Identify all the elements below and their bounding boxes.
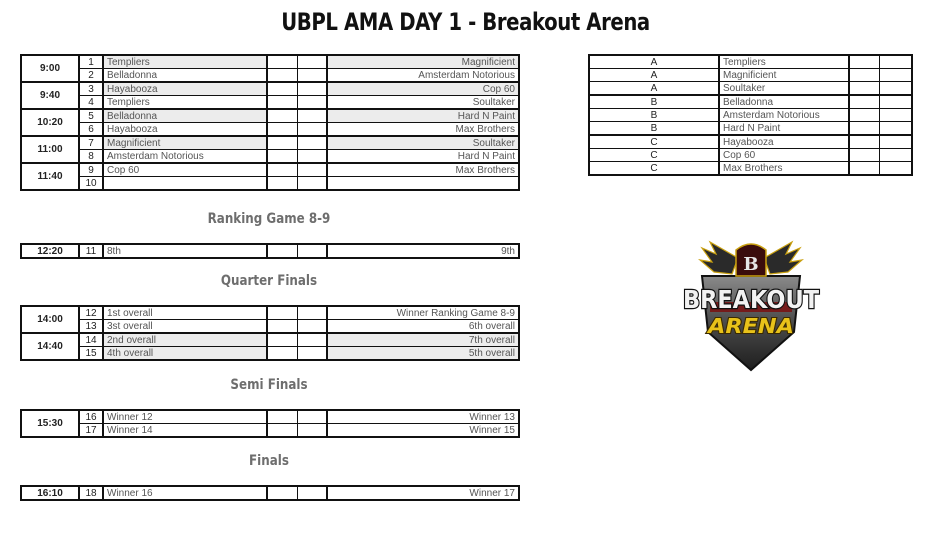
finals-table [20, 485, 520, 501]
group-stat [849, 69, 879, 82]
time-cell: 14:00 [21, 306, 79, 333]
home-score [267, 55, 297, 69]
home-team: 8th [103, 244, 267, 258]
breakout-arena-logo [680, 236, 822, 374]
ranking-heading: Ranking Game 8-9 [207, 211, 331, 227]
time-cell: 11:00 [21, 136, 79, 163]
home-team: Winner 14 [103, 424, 267, 438]
group-stat [849, 109, 879, 122]
home-team: 3st overall [103, 320, 267, 334]
quarter-heading: Quarter Finals [220, 273, 318, 289]
home-score [267, 69, 297, 83]
away-team: Hard N Paint [327, 109, 519, 123]
group-row [589, 162, 912, 176]
away-team: Max Brothers [327, 123, 519, 137]
away-team: Winner 17 [327, 486, 519, 500]
home-team: Hayabooza [103, 82, 267, 96]
away-score [297, 136, 327, 150]
group-stat [849, 95, 879, 109]
home-team: Templiers [103, 55, 267, 69]
away-team: 6th overall [327, 320, 519, 334]
home-score [267, 150, 297, 164]
away-score [297, 163, 327, 177]
group-team: Magnificient [719, 69, 849, 82]
right-wing-icon [764, 242, 802, 274]
away-score [297, 306, 327, 320]
group-team: Soultaker [719, 82, 849, 96]
quarter-table [20, 305, 520, 361]
home-team [103, 177, 267, 191]
logo-breakout-text: BREAKOUT [683, 285, 819, 314]
group-row [589, 69, 912, 82]
match-number: 6 [79, 123, 103, 137]
away-team: Magnificient [327, 55, 519, 69]
finals-heading: Finals [249, 453, 289, 469]
away-score [297, 69, 327, 83]
away-team: Amsterdam Notorious [327, 69, 519, 83]
group-team: Cop 60 [719, 149, 849, 162]
away-score [297, 347, 327, 361]
home-team: Magnificient [103, 136, 267, 150]
home-score [267, 163, 297, 177]
away-score [297, 333, 327, 347]
away-score [297, 150, 327, 164]
semi-table [20, 409, 520, 438]
home-score [267, 136, 297, 150]
away-score [297, 320, 327, 334]
away-score [297, 109, 327, 123]
group-stat [849, 162, 879, 176]
group-letter: B [589, 109, 719, 122]
match-number: 17 [79, 424, 103, 438]
home-team: 4th overall [103, 347, 267, 361]
match-row [21, 410, 519, 424]
group-stat [879, 149, 912, 162]
match-row [21, 69, 519, 83]
match-number: 3 [79, 82, 103, 96]
away-score [297, 96, 327, 110]
away-team: Soultaker [327, 136, 519, 150]
home-score [267, 177, 297, 191]
match-row [21, 333, 519, 347]
group-stat [849, 135, 879, 149]
home-score [267, 244, 297, 258]
away-team: Winner 15 [327, 424, 519, 438]
away-score [297, 244, 327, 258]
home-team: Hayabooza [103, 123, 267, 137]
match-number: 2 [79, 69, 103, 83]
away-team: 5th overall [327, 347, 519, 361]
match-number: 12 [79, 306, 103, 320]
match-row [21, 82, 519, 96]
match-row [21, 320, 519, 334]
match-row [21, 123, 519, 137]
match-row [21, 244, 519, 258]
match-number: 14 [79, 333, 103, 347]
logo-mark: B [743, 254, 759, 275]
group-stage-table [20, 54, 520, 191]
group-letter: C [589, 135, 719, 149]
group-row [589, 55, 912, 69]
match-row [21, 96, 519, 110]
home-team: Amsterdam Notorious [103, 150, 267, 164]
group-stat [849, 55, 879, 69]
logo-arena-text: ARENA [705, 314, 794, 338]
match-row [21, 306, 519, 320]
away-score [297, 486, 327, 500]
time-cell: 11:40 [21, 163, 79, 190]
time-cell: 15:30 [21, 410, 79, 437]
group-stat [879, 55, 912, 69]
away-team: 7th overall [327, 333, 519, 347]
match-number: 4 [79, 96, 103, 110]
away-team [327, 177, 519, 191]
match-number: 5 [79, 109, 103, 123]
group-letter: C [589, 149, 719, 162]
match-number: 7 [79, 136, 103, 150]
home-score [267, 333, 297, 347]
group-row [589, 95, 912, 109]
away-score [297, 123, 327, 137]
home-score [267, 82, 297, 96]
match-number: 15 [79, 347, 103, 361]
match-number: 16 [79, 410, 103, 424]
group-row [589, 135, 912, 149]
group-team: Max Brothers [719, 162, 849, 176]
page-title: UBPL AMA DAY 1 - Breakout Arena [281, 8, 650, 36]
away-score [297, 55, 327, 69]
ranking-table [20, 243, 520, 259]
match-number: 13 [79, 320, 103, 334]
home-score [267, 347, 297, 361]
group-row [589, 82, 912, 96]
away-team: Winner Ranking Game 8-9 [327, 306, 519, 320]
match-row [21, 177, 519, 191]
group-team: Belladonna [719, 95, 849, 109]
away-score [297, 177, 327, 191]
group-stat [879, 69, 912, 82]
group-stat [879, 82, 912, 96]
group-row [589, 122, 912, 136]
group-team: Hayabooza [719, 135, 849, 149]
match-number: 1 [79, 55, 103, 69]
home-score [267, 424, 297, 438]
home-score [267, 109, 297, 123]
group-stat [879, 109, 912, 122]
match-row [21, 109, 519, 123]
match-number: 18 [79, 486, 103, 500]
away-team: Soultaker [327, 96, 519, 110]
time-cell: 16:10 [21, 486, 79, 500]
group-stat [879, 122, 912, 136]
match-number: 10 [79, 177, 103, 191]
time-cell: 10:20 [21, 109, 79, 136]
group-stat [849, 82, 879, 96]
time-cell: 14:40 [21, 333, 79, 360]
semi-heading: Semi Finals [230, 377, 308, 393]
away-score [297, 82, 327, 96]
group-stat [879, 135, 912, 149]
match-row [21, 486, 519, 500]
home-score [267, 306, 297, 320]
time-cell: 9:00 [21, 55, 79, 82]
home-score [267, 486, 297, 500]
home-score [267, 123, 297, 137]
group-row [589, 109, 912, 122]
home-score [267, 410, 297, 424]
away-team: Hard N Paint [327, 150, 519, 164]
home-team: Winner 12 [103, 410, 267, 424]
group-team: Hard N Paint [719, 122, 849, 136]
group-letter: A [589, 69, 719, 82]
away-score [297, 424, 327, 438]
away-team: Cop 60 [327, 82, 519, 96]
home-team: Belladonna [103, 69, 267, 83]
home-team: Templiers [103, 96, 267, 110]
match-row [21, 347, 519, 361]
time-cell: 12:20 [21, 244, 79, 258]
home-team: Cop 60 [103, 163, 267, 177]
group-stat [879, 95, 912, 109]
group-letter: B [589, 122, 719, 136]
group-letter: A [589, 82, 719, 96]
group-letter: B [589, 95, 719, 109]
home-team: 2nd overall [103, 333, 267, 347]
away-score [297, 410, 327, 424]
away-team: 9th [327, 244, 519, 258]
home-team: Winner 16 [103, 486, 267, 500]
match-row [21, 55, 519, 69]
group-letter: A [589, 55, 719, 69]
group-row [589, 149, 912, 162]
match-number: 9 [79, 163, 103, 177]
group-team: Amsterdam Notorious [719, 109, 849, 122]
away-team: Winner 13 [327, 410, 519, 424]
group-stat [849, 122, 879, 136]
time-cell: 9:40 [21, 82, 79, 109]
match-row [21, 136, 519, 150]
match-number: 11 [79, 244, 103, 258]
group-stat [849, 149, 879, 162]
match-row [21, 424, 519, 438]
away-team: Max Brothers [327, 163, 519, 177]
home-score [267, 320, 297, 334]
group-letter: C [589, 162, 719, 176]
match-row [21, 163, 519, 177]
home-team: Belladonna [103, 109, 267, 123]
left-wing-icon [700, 242, 738, 274]
groups-table [588, 54, 913, 176]
group-team: Templiers [719, 55, 849, 69]
home-team: 1st overall [103, 306, 267, 320]
match-number: 8 [79, 150, 103, 164]
match-row [21, 150, 519, 164]
group-stat [879, 162, 912, 176]
home-score [267, 96, 297, 110]
